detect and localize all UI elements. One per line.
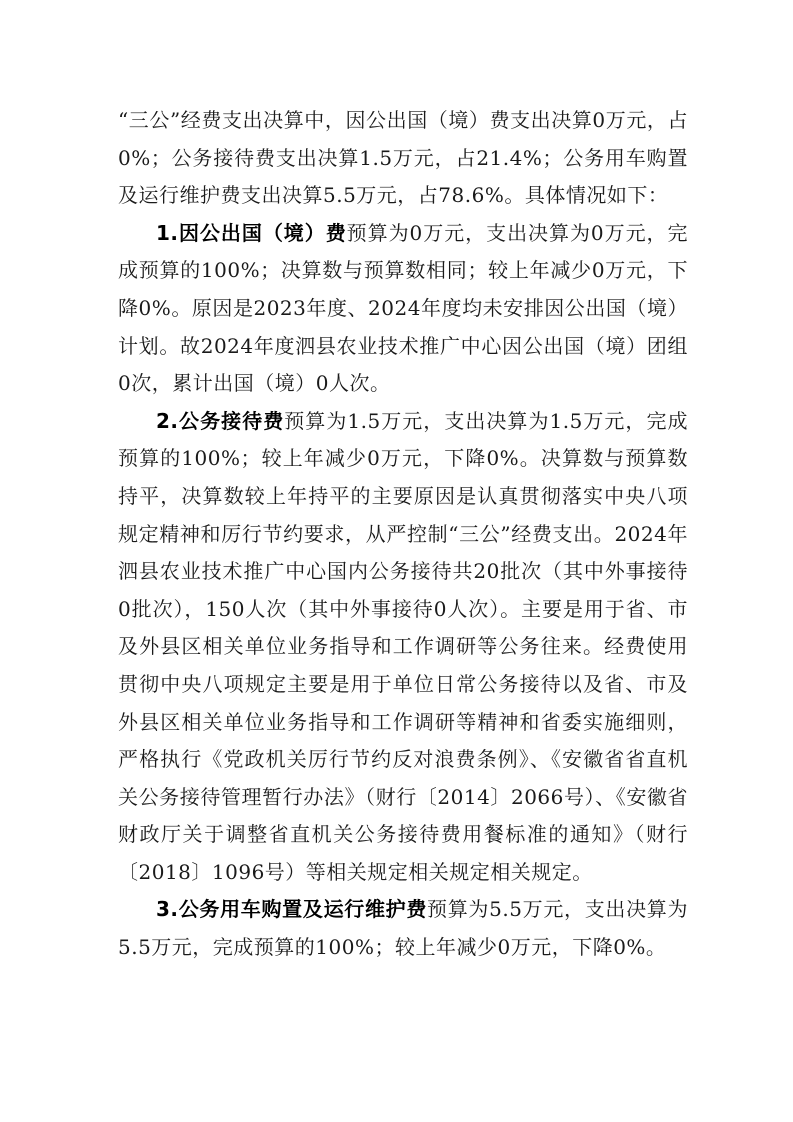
overseas-travel-heading: 1.因公出国（境）费 (156, 220, 347, 245)
summary-text: “三公”经费支出决算中，因公出国（境）费支出决算0万元，占0%；公务接待费支出决算1.5万元，占21.4%；公务用车购置及运行维护费支出决算5.5万元，占78.6%。具体情况如下： (118, 108, 688, 208)
document-body (118, 102, 688, 967)
vehicle-heading: 3.公务用车购置及运行维护费 (156, 897, 428, 922)
summary-paragraph (118, 102, 688, 215)
reception-paragraph (118, 403, 688, 892)
reception-text: 预算为1.5万元，支出决算为1.5万元，完成预算的100%；较上年减少0万元，下降0%。决算数与预算数持平，决算数较上年持平的主要原因是认真贯彻落实中央八项规定精神和厉行节约要求，从严控制“三公”经费支出。2024年泗县农业技术推广中心国内公务接待共20批次（其中外事接待0批次），150人次（其中外事接待0人次）。主要是用于省、市及外县区相关单位业务指导和工作调研等公务往来。经费使用贯彻中央八项规定主要是用于单位日常公务接待以及省、市及外县区相关单位业务指导和工作调研等精神和省委实施细则，严格执行《党政机关厉行节约反对浪费条例》、《安徽省省直机关公务接待管理暂行办法》（财行〔2014〕2066号）、《安徽省财政厅关于调整省直机关公务接待费用餐标准的通知》（财行〔2018〕1096号）等相关规定相关规定相关规定。 (118, 408, 688, 884)
reception-heading: 2.公务接待费 (156, 408, 285, 433)
overseas-travel-text: 预算为0万元，支出决算为0万元，完成预算的100%；决算数与预算数相同；较上年减少0万元，下降0%。原因是2023年度、2024年度均未安排因公出国（境）计划。故2024年度泗县农业技术推广中心因公出国（境）团组0次，累计出国（境）0人次。 (118, 220, 689, 396)
overseas-travel-paragraph (118, 215, 688, 403)
vehicle-paragraph (118, 891, 688, 966)
vehicle-text: 预算为5.5万元，支出决算为5.5万元，完成预算的100%；较上年减少0万元，下降0%。 (118, 897, 688, 960)
